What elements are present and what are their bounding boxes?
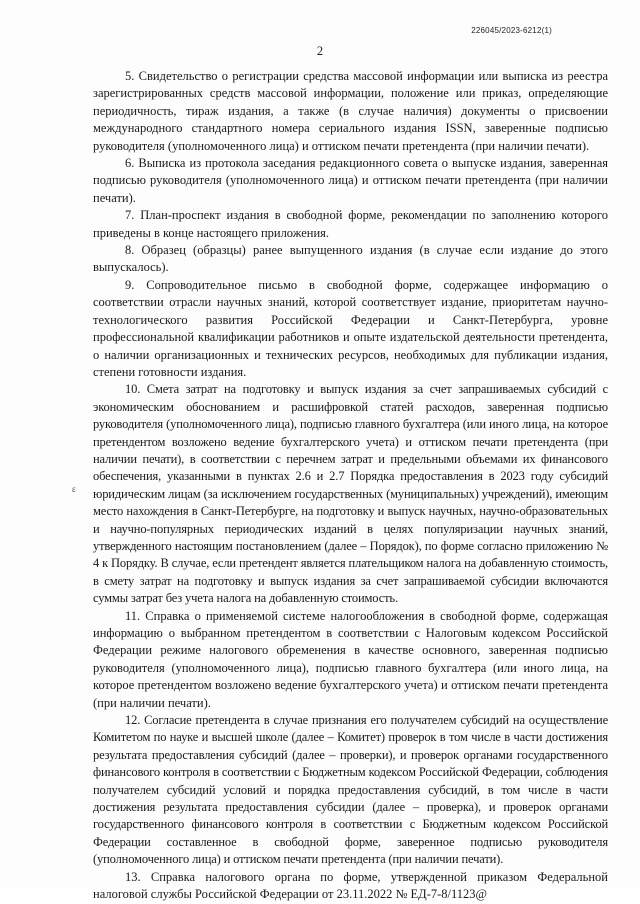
paragraph-10: 10. Смета затрат на подготовку и выпуск издания за счет запрашиваемых субсидий с экономическим обоснованием и расшифровкой статей расходов, заверенная подписью руководителя (уполномоченного лица), подписью главного бухгалтера (или иного лица, на которое претендентом возложено ведение бухгалтерского учета) и оттиском печати претендента (при наличии печати), в соответствии с перечнем затрат и предельными объемами их финансового обеспечения, указанными в пунктах 2.6 и 2.7 Порядка предоставления в 2023 году субсидий юридическим лицам (за исключением государственных (муниципальных) учреждений), имеющим место нахождения в Санкт-Петербурге, на подготовку и выпуск научных, научно-образовательных и научно-популярных периодических изданий в целях популяризации научных знаний, утвержденного настоящим постановлением (далее – Порядок), по форме согласно приложению № 4 к Порядку. В случае, если претендент является плательщиком налога на добавленную стоимость, в смету затрат на подготовку и выпуск издания за счет запрашиваемой субсидии включаются суммы затрат без учета налога на добавленную стоимость. — [93, 382, 608, 606]
paragraph-6: 6. Выписка из протокола заседания редакционного совета о выпуске издания, заверенная подписью руководителя (уполномоченного лица) и оттиском печати претендента (при наличии печати). — [93, 156, 608, 205]
paragraph-13: 13. Справка налогового органа по форме, утвержденной приказом Федеральной налоговой службы Российской Федерации от 23.11.2022 № ЕД-7-8/1123@ — [93, 869, 608, 902]
paragraph-8: 8. Образец (образцы) ранее выпущенного издания (в случае если издание до этого выпускалось). — [93, 243, 608, 275]
paragraph-5: 5. Свидетельство о регистрации средства массовой информации или выписка из реестра зарегистрированных средств массовой информации, положение или приказ, определяющие периодичность, тираж издания, а также (в случае наличия) документы о присвоении международного стандартного номера сериального издания ISSN, заверенные подписью руководителя (уполномоченного лица) и оттиском печати претендента (при наличии печати). — [93, 69, 608, 153]
paragraph-11: 11. Справка о применяемой системе налогообложения в свободной форме, содержащая информацию о выбранном претендентом в соответствии с Налоговым кодексом Российской Федерации режиме налогового обременения в качестве основного, заверенная подписью руководителя (уполномоченного лица), подписью главного бухгалтера (или иного лица, на которое претендентом возложено ведение бухгалтерского учета) и оттиском печати претендента (при наличии печати). — [93, 608, 608, 710]
stray-mark: ɛ — [72, 484, 76, 494]
paragraph-7: 7. План-проспект издания в свободной форме, рекомендации по заполнению которого приведены в конце настоящего приложения. — [93, 208, 608, 240]
paragraph-9: 9. Сопроводительное письмо в свободной форме, содержащее информацию о соответствии отрасли научных знаний, которой соответствует издание, приоритетам научно-технологического развития Российской Федерации и Санкт-Петербурга, уровне профессиональной квалификации работников и опыте издательской деятельности претендента, о наличии организационных и технических ресурсов, необходимых для публикации издания, степени готовности издания. — [93, 277, 608, 379]
document-id: 226045/2023-6212(1) — [471, 26, 552, 35]
page-number: 2 — [316, 44, 324, 58]
paragraph-12: 12. Согласие претендента в случае признания его получателем субсидий на осуществление Комитетом по науке и высшей школе (далее – Комитет) проверок в том числе в части достижения результата предоставления субсидий (далее – проверки), и проверок органами государственного финансового контроля в соответствии с Бюджетным кодексом Российской Федерации, соблюдения получателем субсидий условий и порядка предоставления субсидий, в том числе в части достижения результата предоставления субсидии (далее – проверка), и проверок органами государственного финансового контроля в соответствии с Бюджетным кодексом Российской Федерации составленное в свободной форме, заверенное подписью руководителя (уполномоченного лица) и оттиском печати претендента (при наличии печати). — [93, 713, 608, 867]
document-body — [93, 68, 608, 904]
